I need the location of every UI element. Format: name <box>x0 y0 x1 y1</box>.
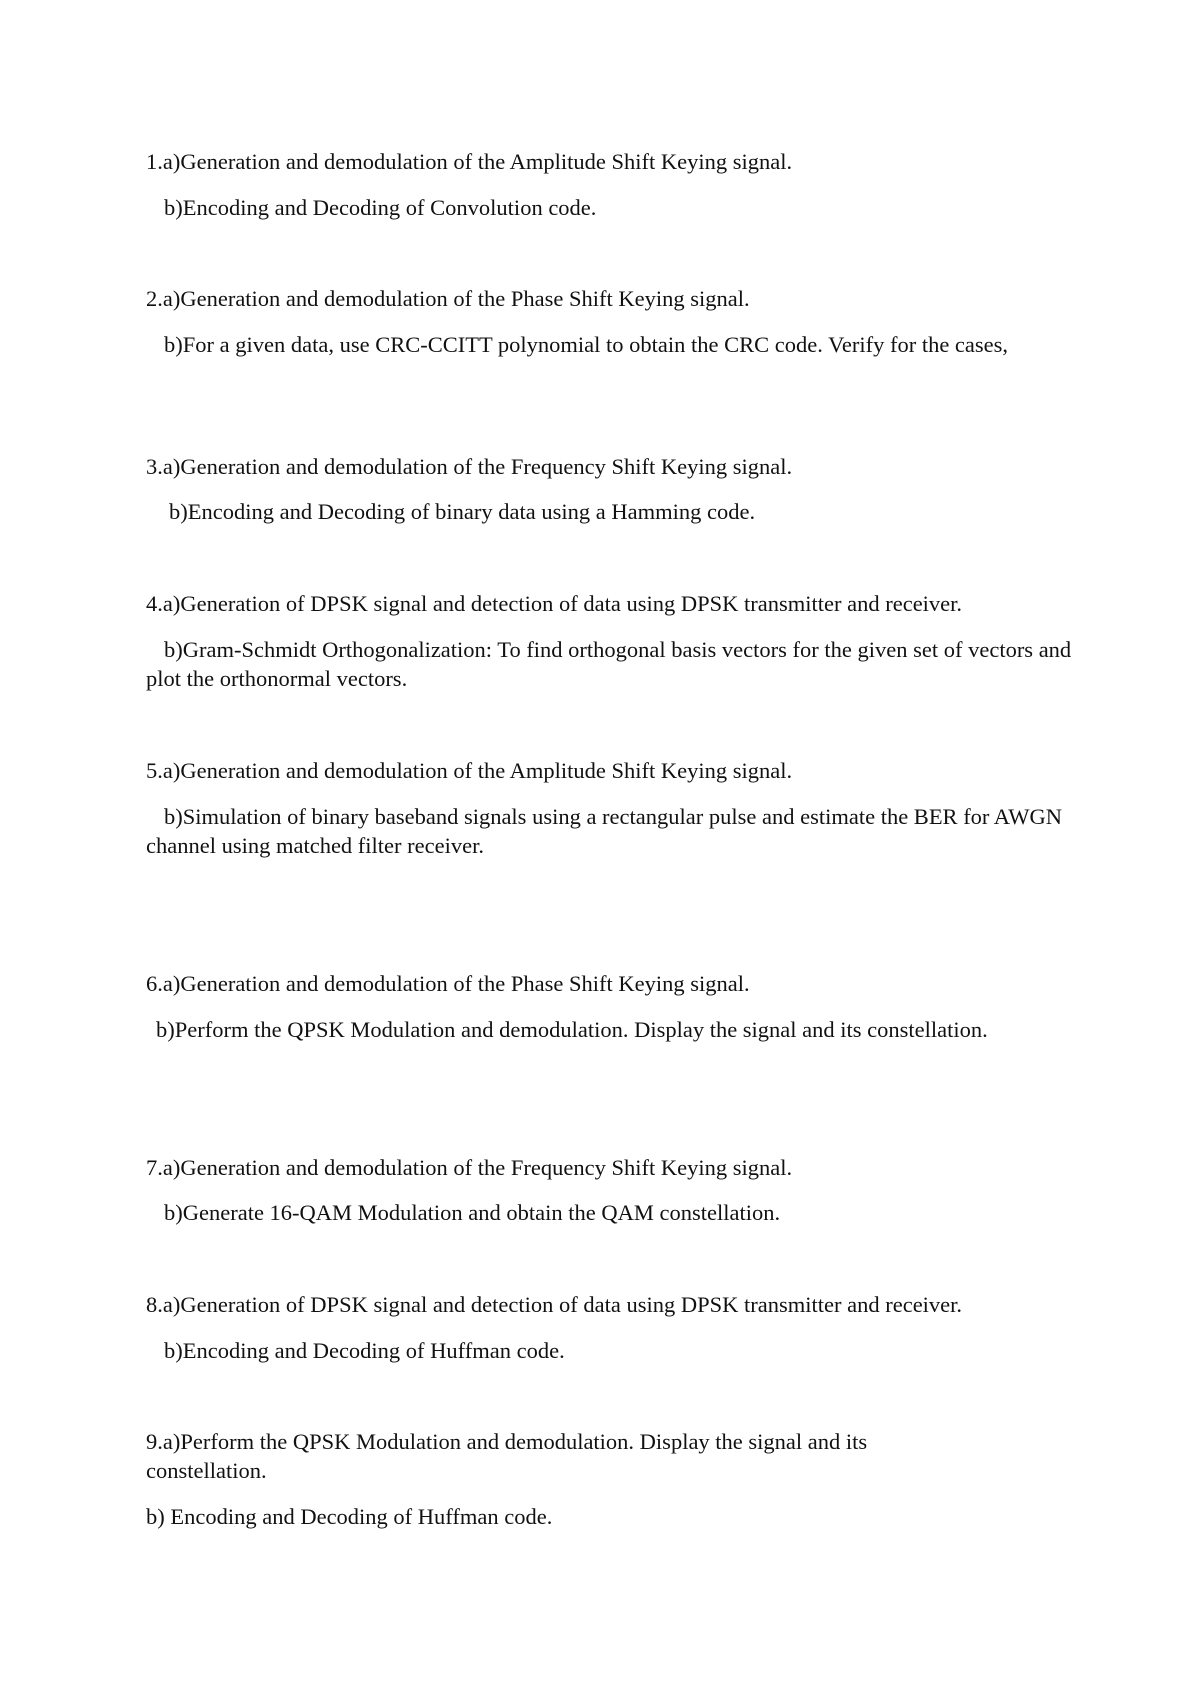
item-6-part-a: 6.a)Generation and demodulation of the Phase Shift Keying signal. <box>146 971 750 996</box>
item-8-part-b: b)Encoding and Decoding of Huffman code. <box>164 1338 565 1363</box>
item-4-part-a: 4.a)Generation of DPSK signal and detection of data using DPSK transmitter and receiver. <box>146 591 963 616</box>
item-1-part-b: b)Encoding and Decoding of Convolution code. <box>164 195 597 220</box>
item-4-part-b: b)Gram-Schmidt Orthogonalization: To find orthogonal basis vectors for the given set of vectors and plot the orthonormal vectors. <box>146 637 1072 691</box>
item-1-part-a: 1.a)Generation and demodulation of the Amplitude Shift Keying signal. <box>146 149 793 174</box>
item-6-part-b: b)Perform the QPSK Modulation and demodulation. Display the signal and its constellation. <box>156 1017 988 1042</box>
item-5-part-a: 5.a)Generation and demodulation of the Amplitude Shift Keying signal. <box>146 758 793 783</box>
item-7-part-a: 7.a)Generation and demodulation of the Frequency Shift Keying signal. <box>146 1155 793 1180</box>
item-2-part-b: b)For a given data, use CRC-CCITT polynomial to obtain the CRC code. Verify for the cases, <box>164 332 1009 357</box>
item-3-part-a: 3.a)Generation and demodulation of the Frequency Shift Keying signal. <box>146 454 793 479</box>
item-8-part-a: 8.a)Generation of DPSK signal and detection of data using DPSK transmitter and receiver. <box>146 1292 963 1317</box>
item-9-part-b: b) Encoding and Decoding of Huffman code. <box>146 1504 553 1529</box>
item-3-part-b: b)Encoding and Decoding of binary data using a Hamming code. <box>169 499 756 524</box>
item-2-part-a: 2.a)Generation and demodulation of the Phase Shift Keying signal. <box>146 286 750 311</box>
item-7-part-b: b)Generate 16-QAM Modulation and obtain the QAM constellation. <box>164 1200 781 1225</box>
item-5-part-b: b)Simulation of binary baseband signals using a rectangular pulse and estimate the BER for AWGN channel using matched filter receiver. <box>146 804 1062 858</box>
item-9-part-a: 9.a)Perform the QPSK Modulation and demodulation. Display the signal and its constellation. <box>146 1429 868 1483</box>
